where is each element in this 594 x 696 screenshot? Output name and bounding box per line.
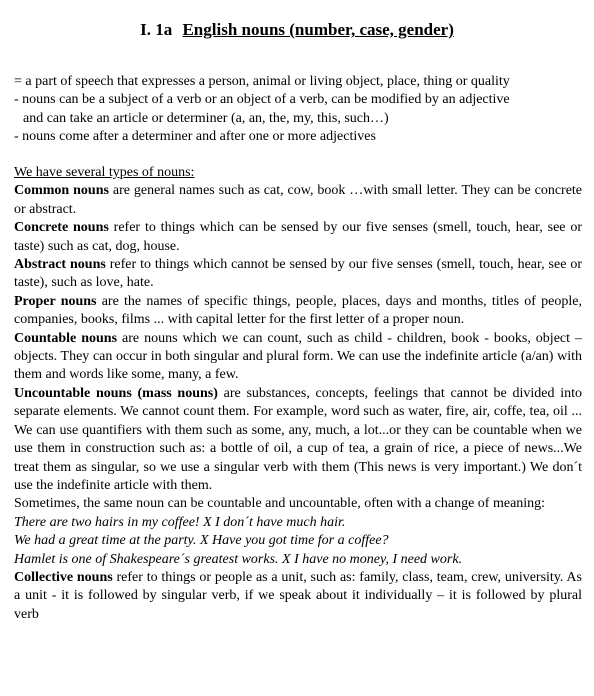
types-heading: We have several types of nouns: <box>14 165 195 180</box>
noun-types-section <box>14 164 582 624</box>
concrete-nouns-text: refer to things which can be sensed by our five senses (smell, touch, hear, see or taste) such as cat, dog, house. <box>14 220 583 254</box>
collective-nouns-paragraph <box>14 569 582 624</box>
title-text: English nouns (number, case, gender) <box>182 20 454 39</box>
uncountable-nouns-paragraph <box>14 385 582 495</box>
example-sentence: There are two hairs in my coffee! X I don´t have much hair. <box>14 514 346 530</box>
position-line: - nouns come after a determiner and after one or more adjectives <box>14 129 376 145</box>
page-title <box>0 20 594 40</box>
abstract-nouns-paragraph <box>14 256 582 293</box>
property-line: - nouns can be a subject of a verb or an object of a verb, can be modified by an adjective <box>14 92 510 108</box>
example-sentence: Hamlet is one of Shakespeare´s greatest works. X I have no money, I need work. <box>14 551 463 567</box>
common-nouns-term: Common nouns <box>14 183 109 199</box>
countable-nouns-text: are nouns which we can count, such as child - children, book - books, object – objects. They can occur in both singular and plural form. We can use the indefinite article (a/an) with them and words like some, many, a few. <box>14 330 582 383</box>
uncountable-nouns-term: Uncountable nouns (mass nouns) <box>14 385 218 401</box>
countable-nouns-paragraph <box>14 330 582 385</box>
collective-nouns-text: refer to things or people as a unit, such as: family, class, team, crew, university. As a unit - it is followed by singular verb, if we speak about it individually – it is followed by plural verb <box>14 569 582 622</box>
proper-nouns-paragraph <box>14 293 582 330</box>
collective-nouns-term: Collective nouns <box>14 569 113 585</box>
uncountable-nouns-text: are substances, concepts, feelings that cannot be divided into separate elements. We cannot count them. For example, word such as water, fire, air, coffe, tea, oil ... We can use quantifiers with them such as some, any, much, a lot...or they can be countable when we use them in construction such as: a bottle of oil, a cup of tea, a grain of rice, a piece of news...We treat them as singular, so we use a singular verb with them (This news is very important.) We don´t use the indefinite article with them. <box>14 385 582 493</box>
definition-line: = a part of speech that expresses a person, animal or living object, place, thing or quality <box>14 74 510 89</box>
proper-nouns-term: Proper nouns <box>14 293 97 309</box>
abstract-nouns-text: refer to things which cannot be sensed by our five senses (smell, touch, hear, see or taste), such as love, hate. <box>14 257 582 291</box>
concrete-nouns-term: Concrete nouns <box>14 220 109 236</box>
common-nouns-text: are general names such as cat, cow, book …with small letter. They can be concrete or abstract. <box>14 183 583 217</box>
common-nouns-paragraph <box>14 182 582 219</box>
countable-nouns-term: Countable nouns <box>14 330 118 346</box>
definition-block <box>14 73 582 147</box>
property-line-continued: and can take an article or determiner (a, an, the, my, this, such…) <box>23 110 389 126</box>
sometimes-paragraph: Sometimes, the same noun can be countable and uncountable, often with a change of meaning: <box>14 496 546 512</box>
proper-nouns-text: are the names of specific things, people, places, days and months, titles of people, companies, books, films ... with capital letter for the first letter of a proper noun. <box>14 293 582 328</box>
concrete-nouns-paragraph <box>14 219 582 256</box>
example-sentence: We had a great time at the party. X Have you got time for a coffee? <box>14 533 389 549</box>
abstract-nouns-term: Abstract nouns <box>14 257 106 273</box>
title-number: I. 1a <box>140 20 173 39</box>
